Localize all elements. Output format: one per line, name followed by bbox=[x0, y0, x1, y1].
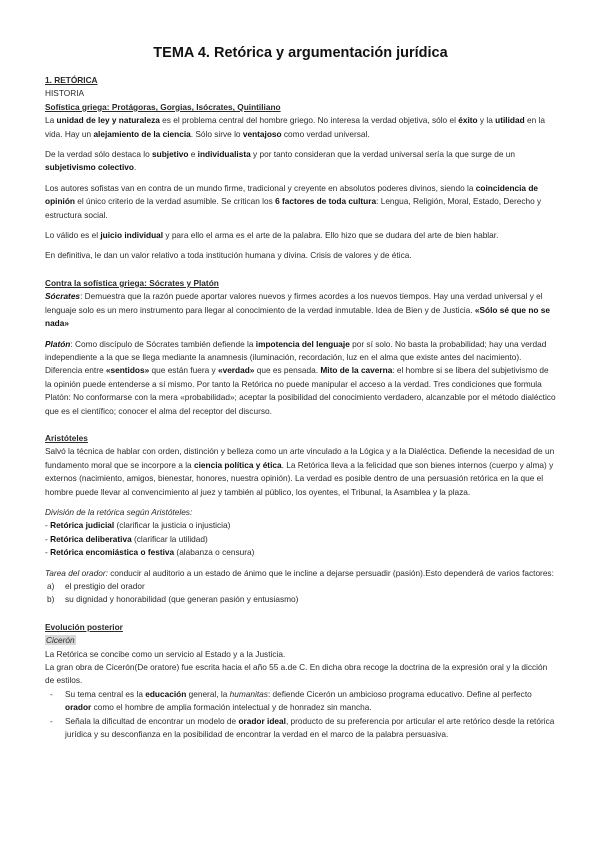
page-title: TEMA 4. Retórica y argumentación jurídica bbox=[153, 45, 448, 61]
paragraph: De la verdad sólo destaca lo subjetivo e individualista y por tanto consideran que la verdad universal sería la que surge de un subjetivismo colectivo. bbox=[45, 149, 515, 173]
paragraph: Salvó la técnica de hablar con orden, distinción y belleza como un arte vinculado a la Lógica y a la Dialéctica. Defiende la necesidad de un fundamento moral que se incorpore a la ciencia política y ética. La Retórica lleva a la felicidad que son bienes internos (cuerpo y alma) y externos (nacimiento, amigos, bienestar, honores, nuestra opinión). La verdad es posible dentro de una persuasión retórica en la que el hombre puede llevar al convencimiento al juez y también al público, los oyentes, el Tribunal, la Asamblea y la plaza. bbox=[45, 446, 555, 497]
paragraph: La gran obra de Cicerón(De oratore) fue escrita hacia el año 55 a.de C. En dicha obra recoge la doctrina de la expresión oral y la dicción de estilos. bbox=[45, 662, 548, 686]
paragraph-platon: Platón: Como discípulo de Sócrates también defiende la impotencia del lenguaje por sí solo. No basta la probabilidad; hay una verdad independiente a la que se llega mediante la anamnesis (iluminación, recordación, luz en el alma que existe antes del nacimiento). Diferencia entre «sentidos» que están fuera y «verdad» que es pensada. Mito de la caverna: el hombre si se libera del subjetivismo de la opinión puede entenderse a sí mismo. Por tanto la Retórica no puede manipular el acceso a la verdad. Tres condiciones que formula Platón: No conformarse con la mera «probabilidad»; aceptar la posibilidad del conocimiento verdadero, alcanzable por el método dialéctico que es el científico; conocer el alma del receptor del discurso. bbox=[45, 338, 556, 416]
subheading-ciceron: Cicerón bbox=[46, 635, 75, 646]
section-heading-aristoteles: Aristóteles bbox=[45, 432, 88, 443]
paragraph: La unidad de ley y naturaleza es el problema central del hombre griego. No interesa la verdad objetiva, sólo el éxito y la utilidad en la vida. Hay un alejamiento de la ciencia. Sólo sirve lo ventajoso como verdad universal. bbox=[45, 115, 545, 139]
section-heading-socrates-platon: Contra la sofística griega: Sócrates y Platón bbox=[45, 277, 219, 288]
list-item: - Su tema central es la educación general, la humanitas: defiende Cicerón un ambicioso programa educativo. Define al perfecto orador como el hombre de amplia formación intelectual y de honradez sin mancha. bbox=[50, 688, 532, 713]
paragraph: Lo válido es el juicio individual y para ello el arma es el arte de la palabra. Ello hizo que se dudara del arte de bien hablar. bbox=[45, 230, 499, 241]
factors-list bbox=[45, 580, 556, 607]
paragraph: Los autores sofistas van en contra de un mundo firme, tradicional y creyente en absolutos poderes divinos, siendo la coincidencia de opinión el único criterio de la verdad asumible. Se critican los 6 factores de toda cultura: Lengua, Religión, Moral, Estado, Derecho y estructura social. bbox=[45, 182, 542, 220]
list-item: a) el prestigio del orador bbox=[47, 581, 145, 591]
tarea-orador: Tarea del orador: conducir al auditorio a un estado de ánimo que le incline a dejarse persuadir (pasión).Esto dependerá de varios factores: bbox=[45, 567, 554, 578]
section-heading-retorica: 1. RETÓRICA bbox=[45, 75, 98, 85]
section-heading-evolucion: Evolución posterior bbox=[45, 621, 123, 632]
list-item: - Señala la dificultad de encontrar un modelo de orador ideal, producto de su preferencia por articular el arte retórico desde la retórica jurídica y su desconfianza en la posibilidad de encontrar la verdad en el marco de la palabra persuasiva. bbox=[50, 715, 555, 740]
list-item: - Retórica encomiástica o festiva (alabanza o censura) bbox=[45, 547, 255, 558]
list-item: - Retórica deliberativa (clarificar la utilidad) bbox=[45, 533, 208, 544]
list-item: - Retórica judicial (clarificar la justicia o injusticia) bbox=[45, 520, 231, 531]
division-label: División de la retórica según Aristóteles: bbox=[45, 506, 193, 517]
paragraph: La Retórica se concibe como un servicio al Estado y a la Justicia. bbox=[45, 648, 286, 659]
paragraph: En definitiva, le dan un valor relativo a toda institución humana y divina. Crisis de valores y de ética. bbox=[45, 250, 412, 261]
subheading-sofistica: Sofística griega: Protágoras, Gorgias, Isócrates, Quintiliano bbox=[45, 101, 281, 112]
subheading-historia: HISTORIA bbox=[45, 88, 85, 99]
list-item: b) su dignidad y honorabilidad (que generan pasión y entusiasmo) bbox=[47, 594, 299, 605]
ciceron-list bbox=[45, 688, 556, 742]
paragraph-socrates: Sócrates: Demuestra que la razón puede aportar valores nuevos y firmes acordes a los nuevos tiempos. Hay una verdad universal y el lenguaje solo es un mero instrumento para llegar al conocimiento de la verdad inmutable. Idea de Bien y de Justicia. «Sólo sé que no se nada» bbox=[45, 291, 551, 329]
division-list bbox=[45, 519, 556, 559]
